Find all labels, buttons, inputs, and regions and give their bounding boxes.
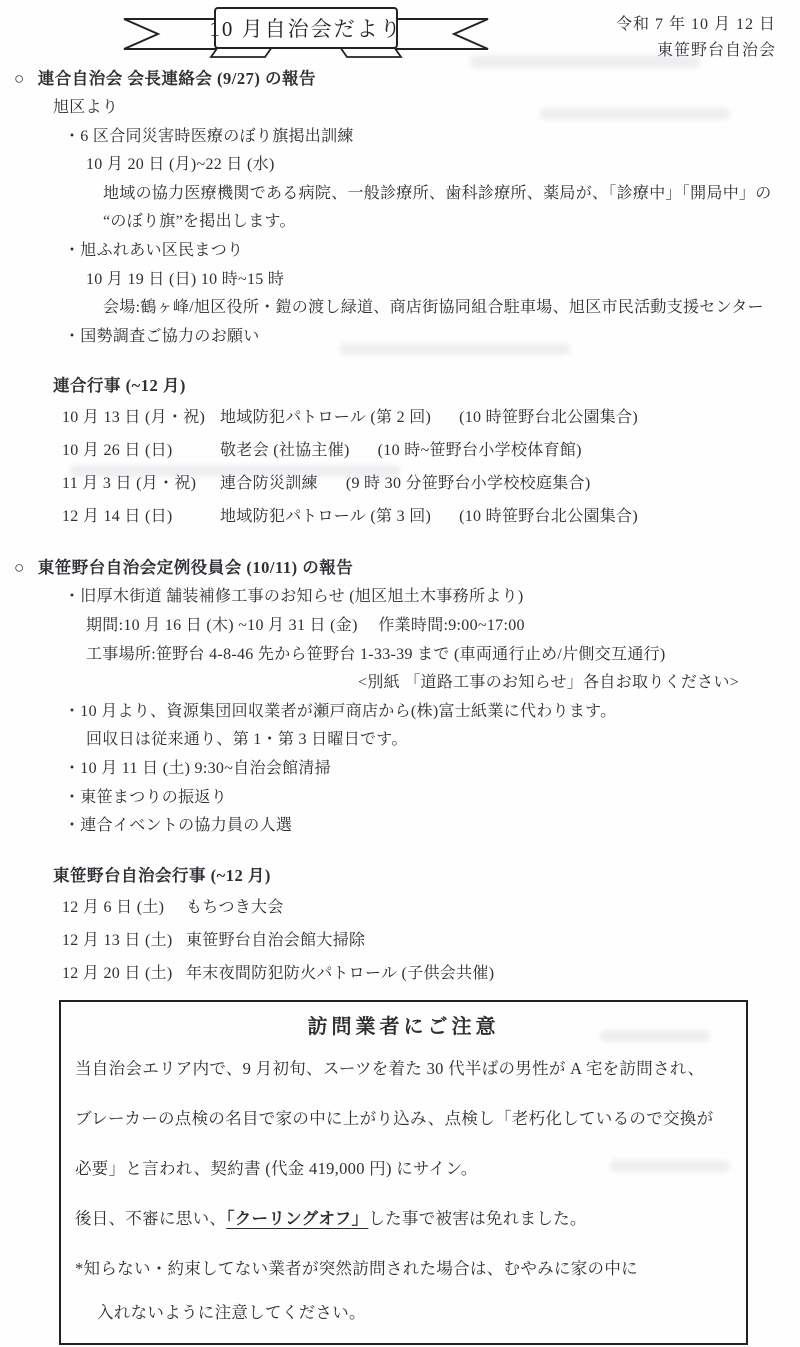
event-date: 10 月 26 日 (日) <box>62 442 173 460</box>
section-heading <box>0 64 800 94</box>
event-row <box>0 401 800 434</box>
spacer <box>0 533 800 553</box>
body-line: 期間:10 月 16 日 (木) ~10 月 31 日 (金) 作業時間:9:00~17:00 <box>86 616 525 634</box>
notice-line <box>75 1294 732 1332</box>
issue-date: 令和 7 年 10 月 12 日 <box>615 16 776 33</box>
date-block <box>616 12 776 64</box>
notice-text: した事で被害は免れました。 <box>368 1208 587 1228</box>
organization-name: 東笹野台自治会 <box>656 42 776 59</box>
section-heading <box>0 553 800 583</box>
event-date: 10 月 13 日 (月・祝) <box>62 409 206 427</box>
body-line: 回収日は従来通り、第 1・第 3 日曜日です。 <box>86 731 408 749</box>
section-heading-text: 東笹野台自治会定例役員会 (10/11) の報告 <box>37 558 354 578</box>
schedule-name: 東笹野台自治会館大掃除 <box>186 931 366 949</box>
notice-box <box>59 1000 748 1345</box>
notice-text: 必要」と言われ、契約書 (代金 419,000 円) にサイン。 <box>75 1158 478 1178</box>
notice-line <box>75 1144 732 1194</box>
event-row <box>0 434 800 467</box>
document-body <box>0 64 800 990</box>
event-place: (9 時 30 分笹野台小学校校庭集合) <box>345 475 591 493</box>
schedule-name: 年末夜間防犯防火パトロール (子供会共催) <box>186 964 495 982</box>
body-line: 地域の協力医療機関である病院、一般診療所、歯科診療所、薬局が、「診療中」「開局中」の <box>103 184 772 202</box>
notice-title: 訪問業者にご注意 <box>307 1015 500 1038</box>
schedule-row <box>0 891 800 924</box>
subsection-heading: 東笹野台自治会行事 (~12 月) <box>53 865 271 885</box>
notice-lines <box>75 1044 732 1332</box>
event-name: 地域防犯パトロール (第 2 回) <box>220 409 432 427</box>
body-line: ・6 区合同災害時医療のぼり旗掲出訓練 <box>64 127 354 145</box>
banner-title: 10 月自治会だより <box>209 17 403 41</box>
body-line: ・国勢調査ご協力のお願い <box>64 327 260 345</box>
schedule-name: もちつき大会 <box>186 898 284 916</box>
page-header <box>0 0 800 64</box>
schedule-date: 12 月 13 日 (土) <box>62 931 173 949</box>
notice-text: 入れないように注意してください。 <box>97 1302 366 1322</box>
notice-text: 当自治会エリア内で、9 月初旬、スーツを着た 30 代半ばの男性が A 宅を訪問され、 <box>75 1058 705 1078</box>
body-line: 10 月 20 日 (月)~22 日 (水) <box>86 156 275 174</box>
body-line: <別紙 「道路工事のお知らせ」各自お取りください> <box>358 674 740 692</box>
emphasized-text: 「クーリングオフ」 <box>226 1208 369 1228</box>
body-line: ・連合イベントの協力員の人選 <box>64 817 293 835</box>
spacer <box>0 841 800 861</box>
event-date: 12 月 14 日 (日) <box>62 508 173 526</box>
notice-line <box>75 1244 732 1294</box>
event-date: 11 月 3 日 (月・祝) <box>62 475 197 493</box>
event-row <box>0 467 800 500</box>
body-line: 10 月 19 日 (日) 10 時~15 時 <box>86 270 285 288</box>
notice-text: ブレーカーの点検の名目で家の中に上がり込み、点検し「老朽化しているので交換が <box>75 1108 714 1128</box>
notice-line <box>75 1094 732 1144</box>
notice-text: *知らない・約束してない業者が突然訪問された場合は、むやみに家の中に <box>75 1258 638 1278</box>
body-line: “のぼり旗”を掲出します。 <box>103 213 296 231</box>
section-heading-text: 連合自治会 会長連絡会 (9/27) の報告 <box>37 69 316 88</box>
notice-line <box>75 1044 732 1094</box>
schedule-row <box>0 924 800 957</box>
event-place: (10 時笹野台北公園集合) <box>459 409 638 427</box>
body-line: ・旭ふれあい区民まつり <box>64 241 244 259</box>
event-place: (10 時~笹野台小学校体育館) <box>377 442 582 460</box>
event-name: 地域防犯パトロール (第 3 回) <box>220 508 432 526</box>
body-line: ・旧厚木街道 舗装補修工事のお知らせ (旭区旭土木事務所より) <box>64 588 524 606</box>
ribbon-graphic <box>122 6 490 64</box>
body-line: ・10 月より、資源集団回収業者が瀬戸商店から(株)富士紙業に代わります。 <box>64 702 617 720</box>
event-name: 敬老会 (社協主催) <box>220 442 350 460</box>
body-line: 旭区より <box>53 99 119 116</box>
ribbon-banner <box>122 6 490 64</box>
body-line: 会場:鶴ヶ峰/旭区役所・鎧の渡し緑道、商店街協同組合駐車場、旭区市民活動支援センター <box>103 299 764 317</box>
body-line: ・10 月 11 日 (土) 9:30~自治会館清掃 <box>64 759 331 777</box>
circle-marker: ○ <box>14 558 25 578</box>
event-row <box>0 500 800 533</box>
event-place: (10 時笹野台北公園集合) <box>459 508 638 526</box>
circle-marker: ○ <box>14 69 25 88</box>
spacer <box>0 351 800 371</box>
event-name: 連合防災訓練 <box>220 475 318 493</box>
notice-text: 後日、不審に思い、 <box>75 1208 227 1228</box>
schedule-row <box>0 957 800 990</box>
body-line: 工事場所:笹野台 4-8-46 先から笹野台 1-33-39 まで (車両通行止め/片側交互通行) <box>86 645 666 663</box>
schedule-date: 12 月 6 日 (土) <box>62 898 165 916</box>
notice-line <box>75 1194 732 1244</box>
body-line: ・東笹まつりの振返り <box>64 788 228 806</box>
schedule-date: 12 月 20 日 (土) <box>62 964 173 982</box>
subsection-heading: 連合行事 (~12 月) <box>53 376 186 396</box>
